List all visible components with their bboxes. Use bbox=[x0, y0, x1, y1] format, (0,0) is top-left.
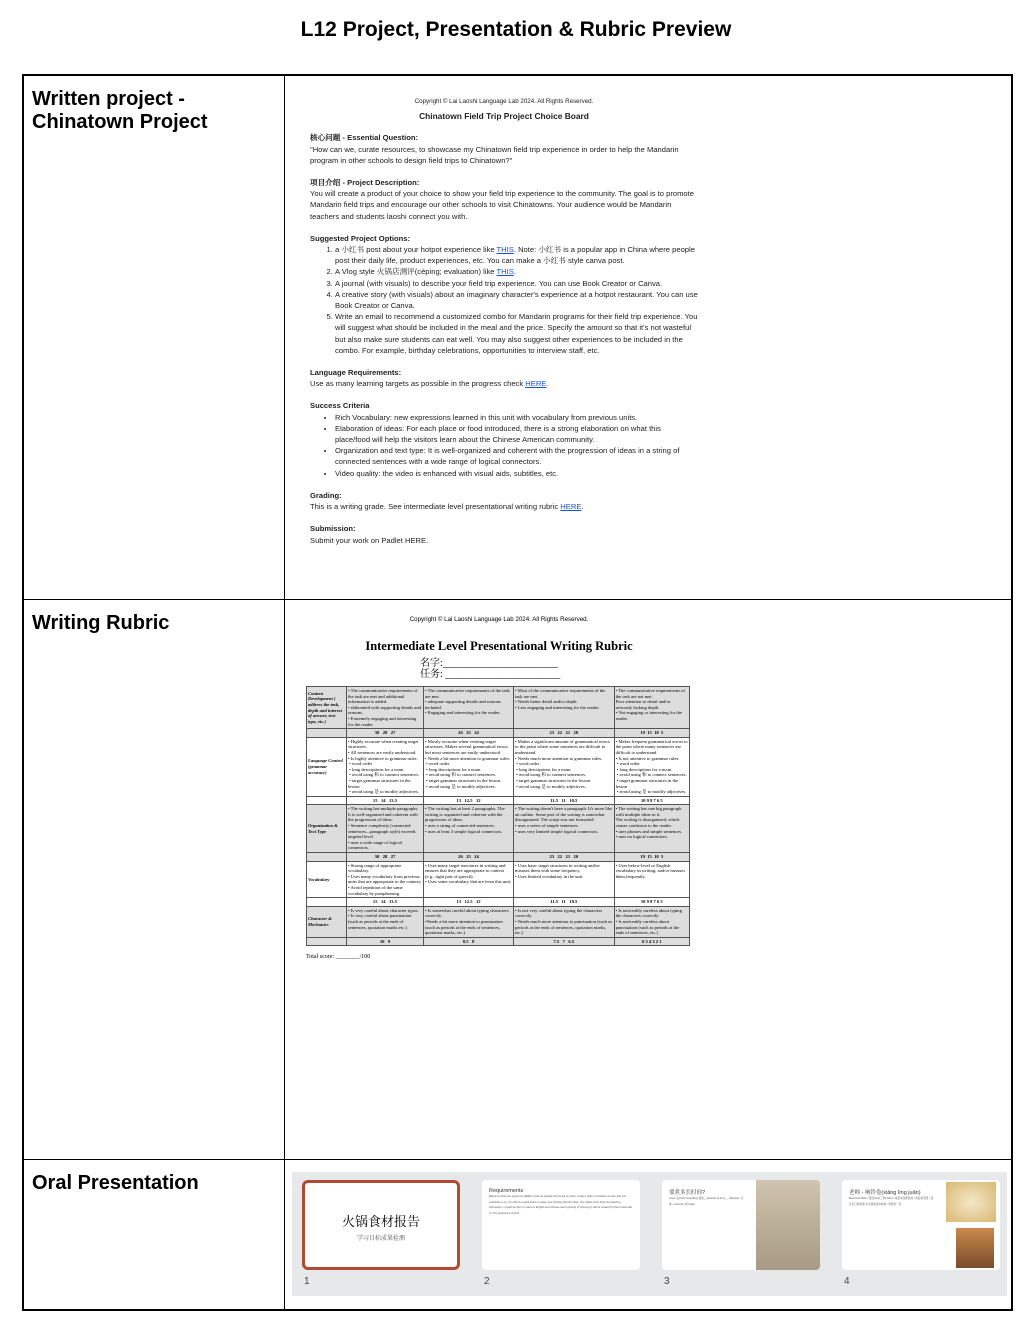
section-heading: 项目介绍 - Project Description: bbox=[310, 178, 420, 188]
rubric-scores: 30 28 27 bbox=[347, 729, 424, 738]
rubric-descriptor: • Is somewhat careful about typing characters correctly. •Needs a bit more attention to punctuation (such as periods at the ends of sentences, quotation marks, etc.) bbox=[423, 906, 513, 937]
rubric-scores: 13 12.5 12 bbox=[423, 796, 513, 805]
essential-question: "How can we, curate resources, to showcase my Chinatown field trip experience in order to help the Mandarin program in other schools to design field trips to Chinatown?" bbox=[310, 144, 679, 165]
slide-thumbnail-4[interactable] bbox=[842, 1180, 1000, 1270]
preview-table bbox=[22, 74, 1013, 1311]
row-writing-rubric bbox=[24, 600, 1011, 1160]
progress-check-link[interactable]: HERE bbox=[525, 379, 547, 389]
rubric-score-row bbox=[307, 853, 690, 862]
project-option: 4. A creative story (with visuals) about an imaginary character's experience at a hotpot restaurant. You can use Book Creator or Canva. bbox=[335, 289, 698, 311]
row-label: Oral Presentation bbox=[24, 1160, 285, 1311]
rubric-scores: 23 22 21 20 bbox=[514, 729, 615, 738]
rubric-category: Vocabulary bbox=[307, 861, 347, 898]
rubric-scores: 10 9 8 7 6 5 bbox=[614, 898, 689, 907]
rubric-descriptor: • Mostly accurate when creating target structures. Makes several grammatical errors, but most sentences are easily understood. • Needs a bit more attention to grammar rules: • word order • long descriptions for a noun • avoid using 和 to connect sentences. • target grammar structures in the lesson • avoid using 是 to modify adjectives. bbox=[423, 737, 513, 796]
rubric-score-row bbox=[307, 796, 690, 805]
rubric-scores: 13 12.5 12 bbox=[423, 898, 513, 907]
rubric-descriptor: • The writing has at least 2 paragraphs. The writing is organized and coherent with the progression of ideas. • uses a string of connected sentences. • uses at least 3 simple logical connectors. bbox=[423, 805, 513, 853]
slide-photo-beancurd-rolls bbox=[946, 1182, 996, 1222]
slide-subtitle: 学习目标成果检测 bbox=[356, 1236, 405, 1242]
rubric-row bbox=[307, 861, 690, 898]
rubric-descriptor: • Strong range of appropriate vocabulary. • Uses many vocabulary from previous units that are appropriate to the context; • Avoid repetition of the same vocabulary by paraphrasing. bbox=[347, 861, 424, 898]
slide-filmstrip[interactable] bbox=[292, 1172, 1007, 1296]
rubric-descriptor: • Uses many target structures in writing and ensures that they are appropriate to context (e.g., right part of speech). • Uses some vocabulary that are from this unit. bbox=[423, 861, 513, 898]
slide-thumbnail-1[interactable] bbox=[302, 1180, 460, 1270]
project-options-list bbox=[310, 244, 698, 356]
slide-title: 火锅食材报告 bbox=[341, 1214, 420, 1229]
rubric-descriptor: • The writing has one big paragraph with multiple ideas in it. The writing is disorganized, which causes confusion to the reader. • uses phrases and simple sentences. • uses no logical connectors. bbox=[614, 805, 689, 853]
success-criterion: • Rich Vocabulary: new expressions learned in this unit with vocabulary from previous units. bbox=[335, 412, 698, 423]
this-link[interactable]: THIS bbox=[496, 267, 514, 277]
rubric-row bbox=[307, 737, 690, 796]
rubric-descriptor: • The communicative requirements of the task are met. • adequate supporting details and reasons included. • Engaging and interesting for the reader. bbox=[423, 687, 513, 729]
section-heading: Submission: bbox=[310, 524, 356, 534]
rubric-link[interactable]: HERE bbox=[560, 502, 582, 512]
success-criterion: • Video quality: the video is enhanced with visual aids, subtitles, etc. bbox=[335, 468, 698, 479]
slide-title: 要煮多长时间? bbox=[669, 1190, 706, 1196]
success-criterion: • Organization and text type: It is well-organized and coherent with the progression of ideas in a string of connected sentences with a wide range of logical connectors. bbox=[335, 445, 698, 467]
section-heading: Grading: bbox=[310, 490, 342, 500]
rubric-scores: 26 25 24 bbox=[423, 729, 513, 738]
page-title: L12 Project, Presentation & Rubric Preview bbox=[300, 18, 732, 41]
project-description: You will create a product of your choice to show your field trip experience to the community. The goal is to promote Mandarin field trips and encourage our other schools to visit Chinatowns. Your audience would be Mandarin teachers and students laoshi connect you with. bbox=[310, 189, 694, 221]
rubric-score-row bbox=[307, 937, 690, 946]
slide-photo-hotpot bbox=[956, 1228, 994, 1268]
slides-preview bbox=[285, 1160, 1011, 1311]
rubric-scores: 10 9 8 7 6 5 bbox=[614, 796, 689, 805]
rubric-scores: 6 5 4 3 2 1 bbox=[614, 937, 689, 946]
rubric-scores: 10 9 bbox=[347, 937, 424, 946]
rubric-descriptor: • Most of the communicative requirements of the task are met. • Needs better detail and/or depth. • Less engaging and interesting for the reader. bbox=[514, 687, 615, 729]
section-heading: Success Criteria bbox=[310, 401, 370, 411]
rubric-descriptor: • The writing has multiple paragraphs. It is well-organized and coherent with the progression of ideas. • Sentence complexity (connected sentences—paragraph style) exceeds targeted level. • uses a wide range of logical connectors. bbox=[347, 805, 424, 853]
slide-thumbnail-2[interactable] bbox=[482, 1180, 640, 1270]
this-link[interactable]: THIS bbox=[496, 245, 514, 255]
slide-number: 4 bbox=[844, 1276, 850, 1287]
rubric-scores: 26 25 24 bbox=[423, 853, 513, 862]
rubric-scores: 11.5 11 10.5 bbox=[514, 898, 615, 907]
project-document-page: Copyright © Lai Laoshi Language Lab 2024. All Rights Reserved. Chinatown Field Trip Project Choice Board 核心问题 - Essential Question: "How can we, curate resources, to showcase my Chinatown field trip experience in order to help the Mandarin program in other schools to design field trips to Chinatown?" 项目介绍 - Project Description: You will create a product of your choice to show your field trip experience to the community. The goal is to promote Mandarin field trips and encourage our other schools to visit Chinatowns. Your audience would be Mandarin teachers and students laoshi connect you with. Suggested Project Options: 1. a 小红书 post about your hotpot experience like THIS. Note: 小红书 is a popular app in China where people post their daily life, product experiences, etc. You can make a 小红书 style canva post. 2. A Vlog style 火锅店测评(cèping; evaluation) like THIS. 3. A journal (with visuals) to describe your field trip experience. You can use Book Creator or Canva. 4. A creative story (with visuals) about an imaginary character's experience at a hotpot restaurant. You can use Book Creator or Canva. 5. Write an email to recommend a customized combo for Mandarin programs for their field trip experience. You will suggest what should be included in the meal and the price. Specify the amount so that it's not wasteful but also make sure students can eat well. You may also suggest other experiences to be included in the combo. For example, birthday celebrations, opportunities to interview staff, etc. Language Requirements: Use as many learning targets as possible in the progress check HERE. Success Criteria • Rich Vocabulary: new expressions learned in this unit with vocabulary from previous units. • Elaboration of ideas: For each place or food introduced, there is a strong elaboration on what this place/food will help the visitors learn about the Chinese American community. • Organization and text type: It is well-organized and coherent with the progression of ideas in a string of connected sentences with a wide range of logical connectors. • Video quality: the video is enhanced with visual aids, subtitles, etc. Grading: This is a writing grade. See intermediate level presentational writing rubric HERE. Submission: Submit your work on Padlet HERE. bbox=[310, 96, 698, 557]
slide-body: Cook: 煮(zhǔ) Something 要煮__duration of time__ • Minutes: 分钟 • seconds: 秒(miǎo) bbox=[669, 1197, 744, 1206]
section-heading: 核心问题 - Essential Question: bbox=[310, 133, 419, 143]
rubric-row bbox=[307, 805, 690, 853]
rubric-page bbox=[306, 616, 692, 960]
rubric-row bbox=[307, 687, 690, 729]
project-option: 3. A journal (with visuals) to describe your field trip experience. You can use Book Creator or Canva. bbox=[335, 278, 698, 289]
rubric-scores: 15 14 13.5 bbox=[347, 898, 424, 907]
submission-text: Submit your work on Padlet HERE. bbox=[310, 535, 429, 545]
slide-title: 老师 - 响铃卷(xiǎng líng juǎn) bbox=[849, 1190, 921, 1196]
rubric-descriptor: • Makes frequent grammatical errors to the point where many sentences are difficult to understand. • Is not attentive to grammar rules: • word order • long descriptions for a noun • avoid using 和 to connect sentences. • target grammar structures in the lesson • avoid using 是 to modify adjectives. bbox=[614, 737, 689, 796]
project-option: 1. a 小红书 post about your hotpot experience like THIS. Note: 小红书 is a popular app in China where people post their daily life, product experiences, etc. You can make a 小红书 style canva post. bbox=[335, 244, 698, 266]
rubric-name-line: 名字:_______________________ bbox=[420, 658, 558, 669]
rubric-document bbox=[285, 600, 1011, 1159]
rubric-title: Intermediate Level Presentational Writing Rubric bbox=[365, 639, 633, 653]
rubric-scores: 19 15 10 5 bbox=[614, 729, 689, 738]
slide-body: Beancurd Rolls • 要煮(zhǔ)三秒(miǎo) • 看起来是黄色的 • 吃起来很香 • 没有自己的味道,有火锅汤底的味道 • 我想试一试 bbox=[849, 1197, 934, 1206]
rubric-category: Content Development ( address the task, depth and interest of answer, text type, etc.) bbox=[307, 687, 347, 729]
rubric-descriptor: • The writing doesn't have a paragraph. It's more like an outline. Some part of the writing is somewhat disorganized. The script was not formatted. • uses a series of simple sentences. • uses very limited simple logical connectors. bbox=[514, 805, 615, 853]
slide-number: 1 bbox=[304, 1276, 310, 1287]
rubric-total-score: Total score: ________/100 bbox=[306, 954, 371, 961]
rubric-scores: 8.5 8 bbox=[423, 937, 513, 946]
slide-number: 3 bbox=[664, 1276, 670, 1287]
slide-body: Based on what you signed up HERE or look up popular hot pot items online, create 1 slide to introduce an item that you would like to try. You will do a quick share to share your findings with the class. Your slides show have the following information: 1) what the item is (name in English and Chinese and a picture) 2) how long it will be cooked 3) what it looks like 4) Your preference of food bbox=[489, 1195, 633, 1215]
rubric-scores: 30 28 27 bbox=[347, 853, 424, 862]
rubric-descriptor: • Uses below-level or English vocabulary in writing; and/or misuses them frequently. bbox=[614, 861, 689, 898]
copyright: Copyright © Lai Laoshi Language Lab 2024. All Rights Reserved. bbox=[414, 98, 594, 105]
rubric-scores: 19 15 10 5 bbox=[614, 853, 689, 862]
rubric-descriptor: • Is very careful about character typos. • Is very careful about punctuation (such as periods at the ends of sentences, quotation marks etc.) bbox=[347, 906, 424, 937]
success-criterion: • Elaboration of ideas: For each place or food introduced, there is a strong elaboration on what this place/food will help the visitors learn about the Chinese American community. bbox=[335, 423, 698, 445]
rubric-scores: 15 14 13.5 bbox=[347, 796, 424, 805]
slide-number: 2 bbox=[484, 1276, 490, 1287]
slide-title: Requirements bbox=[489, 1188, 524, 1194]
rubric-score-row bbox=[307, 729, 690, 738]
rubric-descriptor: • Highly accurate when creating target structures. • All sentences are easily understood. • Is highly attentive to grammar rules: • word order • long descriptions for a noun • avoid using 和 to connect sentences. • target grammar structures in the lesson • avoid using 是 to modify adjectives. bbox=[347, 737, 424, 796]
project-option: 5. Write an email to recommend a customized combo for Mandarin programs for their field trip experience. You will suggest what should be included in the meal and the price. Specify the amount so that it's not wasteful but also make sure students can eat well. You may also suggest other experiences to be included in the combo. For example, birthday celebrations, opportunities to interview staff, etc. bbox=[335, 311, 698, 356]
rubric-descriptor: • Is noticeably careless about typing the characters correctly. • Is noticeably careless about punctuation (such as periods at the ends of sentences, etc.) bbox=[614, 906, 689, 937]
rubric-copyright: Copyright © Lai Laoshi Language Lab 2024. All Rights Reserved. bbox=[409, 616, 589, 623]
rubric-category: Organization & Text Type bbox=[307, 805, 347, 853]
row-label: Written project - Chinatown Project bbox=[24, 76, 285, 599]
rubric-category: Language Control (grammar accuracy) bbox=[307, 737, 347, 796]
project-option: 2. A Vlog style 火锅店测评(cèping; evaluation) like THIS. bbox=[335, 266, 698, 277]
rubric-descriptor: • The communicative requirements of the task are met and additional information is added. • elaborated with supporting details and reasons. • Extremely engaging and interesting for the reader. bbox=[347, 687, 424, 729]
rubric-descriptor: • Makes a significant amount of grammatical errors to the point where some sentences are difficult to understand. • Needs much more attention to grammar rules: • word order • long descriptions for a noun • avoid using 和 to connect sentences. • target grammar structures in the lesson • avoid using 是 to modify adjectives. bbox=[514, 737, 615, 796]
rubric-descriptor: • Uses basic target structures in writing and/or misuses them with some frequency. • Uses limited vocabulary in the unit. bbox=[514, 861, 615, 898]
rubric-table bbox=[306, 686, 690, 946]
slide-photo-cooking-guide bbox=[756, 1180, 820, 1270]
row-written-project bbox=[24, 76, 1011, 600]
document-title: Chinatown Field Trip Project Choice Board bbox=[419, 111, 589, 122]
rubric-scores: 23 22 21 20 bbox=[514, 853, 615, 862]
project-document bbox=[285, 76, 1011, 599]
rubric-descriptor: • The communicative requirements of the task are not met. Poor attention to detail and/or seriously lacking depth. • Not engaging or interesting for the reader. bbox=[614, 687, 689, 729]
rubric-row bbox=[307, 906, 690, 937]
rubric-score-row bbox=[307, 898, 690, 907]
row-oral-presentation bbox=[24, 1160, 1011, 1311]
success-criteria-list bbox=[310, 412, 698, 479]
row-label: Writing Rubric bbox=[24, 600, 285, 1159]
section-heading: Suggested Project Options: bbox=[310, 233, 410, 243]
rubric-descriptor: • Is not very careful about typing the characters correctly. • Needs much more attention to punctuation (such as periods at the ends of sentences, quotation marks, etc.) bbox=[514, 906, 615, 937]
rubric-scores: 11.5 11 10.5 bbox=[514, 796, 615, 805]
rubric-scores: 7.5 7 6.5 bbox=[514, 937, 615, 946]
slide-thumbnail-3[interactable] bbox=[662, 1180, 820, 1270]
rubric-category: Character & Mechanics bbox=[307, 906, 347, 937]
rubric-task-line: 任务: _______________________ bbox=[420, 669, 561, 680]
section-heading: Language Requirements: bbox=[310, 368, 402, 378]
